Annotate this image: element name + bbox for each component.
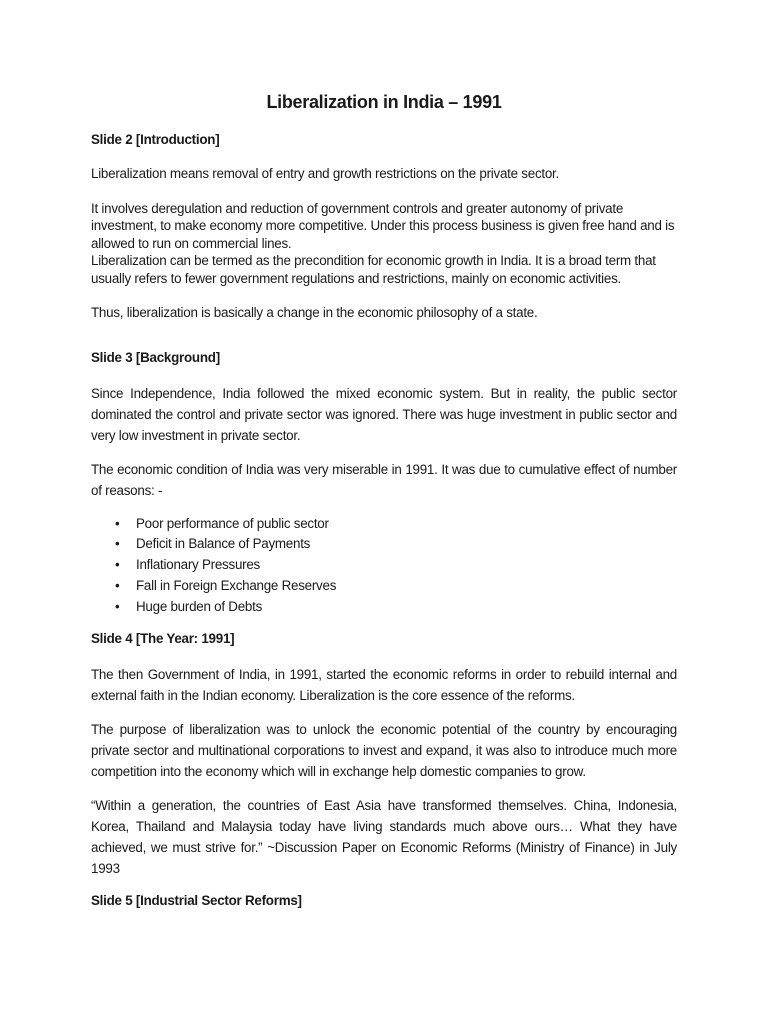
reasons-list bbox=[91, 514, 677, 618]
slide-2-heading: Slide 2 [Introduction] bbox=[91, 132, 220, 147]
list-item: • Poor performance of public sector bbox=[91, 514, 677, 535]
bullet-icon: • bbox=[115, 557, 120, 573]
slide-2-paragraph-2: It involves deregulation and reduction of government controls and greater autonomy of private investment, to make economy more competitive. Under this process business is given free hand and is allowed to run on commercial lines. bbox=[91, 200, 675, 251]
list-item: • Inflationary Pressures bbox=[91, 555, 677, 576]
slide-2-paragraph-4: Thus, liberalization is basically a change in the economic philosophy of a state. bbox=[91, 305, 538, 320]
list-item: • Fall in Foreign Exchange Reserves bbox=[91, 576, 677, 597]
slide-4-paragraph-2: The purpose of liberalization was to unlock the economic potential of the country by encouraging private sector and multinational corporations to invest and expand, it was also to introduce much more competition into the economy which will in exchange help domestic companies to grow. bbox=[91, 722, 677, 780]
bullet-icon: • bbox=[115, 515, 120, 531]
slide-3-heading: Slide 3 [Background] bbox=[91, 349, 220, 365]
slide-4-heading: Slide 4 [The Year: 1991] bbox=[91, 631, 235, 647]
list-item: • Deficit in Balance of Payments bbox=[91, 534, 677, 555]
slide-2-paragraph-3: Liberalization can be termed as the precondition for economic growth in India. It is a broad term that usually refers to fewer government regulations and restrictions, mainly on economic activities. bbox=[91, 253, 656, 286]
slide-3-paragraph-2: The economic condition of India was very miserable in 1991. It was due to cumulative effect of number of reasons: - bbox=[91, 461, 677, 498]
slide-4-quote: “Within a generation, the countries of East Asia have transformed themselves. China, Indonesia, Korea, Thailand and Malaysia today have living standards much above ours… What they have achieved, we must strive for.” ~Discussion Paper on Economic Reforms (Ministry of Finance) in July 1993 bbox=[91, 798, 677, 877]
slide-2-paragraph-1: Liberalization means removal of entry and growth restrictions on the private sector. bbox=[91, 166, 559, 181]
slide-4-paragraph-1: The then Government of India, in 1991, started the economic reforms in order to rebuild internal and external faith in the Indian economy. Liberalization is the core essence of the reforms. bbox=[91, 667, 677, 704]
slide-5-heading: Slide 5 [Industrial Sector Reforms] bbox=[91, 893, 302, 909]
bullet-icon: • bbox=[115, 577, 120, 593]
bullet-icon: • bbox=[115, 536, 120, 552]
document-content bbox=[91, 92, 677, 926]
slide-3-paragraph-1: Since Independence, India followed the mixed economic system. But in reality, the public sector dominated the control and private sector was ignored. There was huge investment in public sector and very low investment in private sector. bbox=[91, 385, 677, 443]
bullet-icon: • bbox=[115, 598, 120, 614]
document-title: Liberalization in India – 1991 bbox=[266, 92, 502, 112]
list-item: • Huge burden of Debts bbox=[91, 597, 677, 618]
